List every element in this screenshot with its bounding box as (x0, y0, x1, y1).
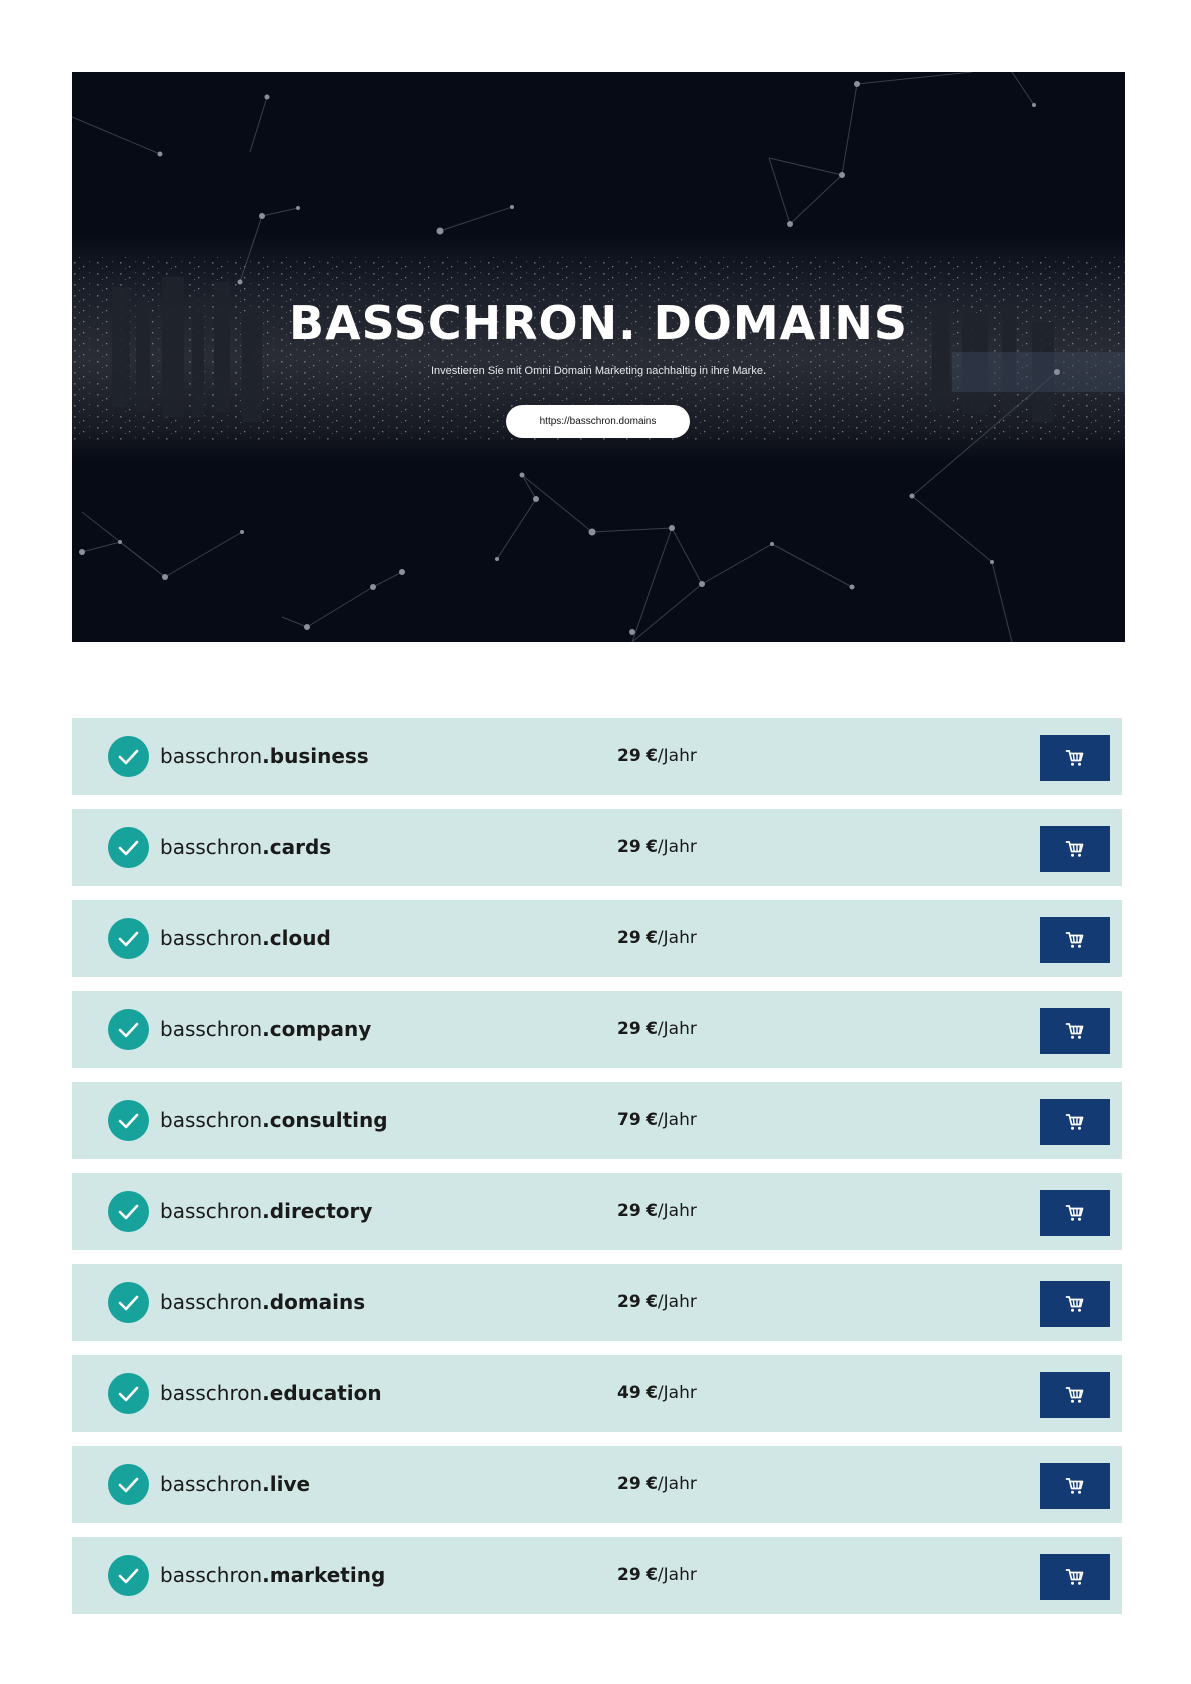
domain-row (72, 991, 1122, 1068)
price-period: /Jahr (657, 1201, 697, 1221)
domain-name (160, 809, 331, 886)
price (617, 1173, 697, 1250)
check-circle-icon (108, 1282, 149, 1323)
domain-row (72, 900, 1122, 977)
check-circle-icon (108, 1100, 149, 1141)
domain-name (160, 1173, 372, 1250)
price-currency: € (646, 1474, 658, 1494)
domain-tld: .live (262, 1472, 311, 1496)
add-to-cart-button[interactable] (1040, 1099, 1110, 1145)
domain-tld: .company (262, 1017, 372, 1041)
domain-tld: .cards (262, 835, 332, 859)
shopping-cart-icon (1065, 748, 1085, 768)
price-currency: € (646, 1110, 658, 1130)
add-to-cart-button[interactable] (1040, 1554, 1110, 1600)
domain-name (160, 1082, 388, 1159)
domain-tld: .domains (262, 1290, 366, 1314)
domain-prefix: basschron (160, 1472, 263, 1496)
check-circle-icon (108, 1555, 149, 1596)
price-amount: 49 (617, 1383, 641, 1403)
price-currency: € (646, 1383, 658, 1403)
domain-row (72, 809, 1122, 886)
shopping-cart-icon (1065, 1385, 1085, 1405)
price (617, 1082, 697, 1159)
price (617, 1264, 697, 1341)
domain-name (160, 1264, 365, 1341)
price-amount: 29 (617, 746, 641, 766)
domain-row (72, 1537, 1122, 1614)
check-circle-icon (108, 736, 149, 777)
domain-tld: .consulting (262, 1108, 388, 1132)
domain-name (160, 718, 369, 795)
domain-row (72, 1173, 1122, 1250)
price-currency: € (646, 1565, 658, 1585)
price-period: /Jahr (657, 1383, 697, 1403)
add-to-cart-button[interactable] (1040, 735, 1110, 781)
shopping-cart-icon (1065, 930, 1085, 950)
add-to-cart-button[interactable] (1040, 917, 1110, 963)
price (617, 1446, 697, 1523)
price-amount: 29 (617, 1019, 641, 1039)
price-period: /Jahr (657, 1110, 697, 1130)
price (617, 809, 697, 886)
domain-prefix: basschron (160, 1017, 263, 1041)
price-period: /Jahr (657, 928, 697, 948)
domain-name (160, 991, 371, 1068)
shopping-cart-icon (1065, 1567, 1085, 1587)
price-period: /Jahr (657, 1019, 697, 1039)
domain-tld: .directory (262, 1199, 373, 1223)
price-amount: 79 (617, 1110, 641, 1130)
price-amount: 29 (617, 1201, 641, 1221)
domain-list (72, 718, 1122, 1628)
domain-prefix: basschron (160, 926, 263, 950)
add-to-cart-button[interactable] (1040, 1190, 1110, 1236)
check-circle-icon (108, 1464, 149, 1505)
domain-prefix: basschron (160, 1381, 263, 1405)
price-period: /Jahr (657, 1292, 697, 1312)
price-period: /Jahr (657, 837, 697, 857)
shopping-cart-icon (1065, 1112, 1085, 1132)
price-amount: 29 (617, 928, 641, 948)
domain-tld: .education (262, 1381, 382, 1405)
add-to-cart-button[interactable] (1040, 826, 1110, 872)
check-circle-icon (108, 1373, 149, 1414)
price (617, 1355, 697, 1432)
domain-tld: .business (262, 744, 369, 768)
price-period: /Jahr (657, 1565, 697, 1585)
check-circle-icon (108, 918, 149, 959)
hero-title: BASSCHRON. DOMAINS (288, 296, 909, 350)
price-amount: 29 (617, 1565, 641, 1585)
domain-tld: .marketing (262, 1563, 386, 1587)
domain-prefix: basschron (160, 744, 263, 768)
price-currency: € (646, 1292, 658, 1312)
domain-prefix: basschron (160, 835, 263, 859)
check-circle-icon (108, 1009, 149, 1050)
domain-link-button[interactable]: https://basschron.domains (506, 405, 690, 438)
add-to-cart-button[interactable] (1040, 1281, 1110, 1327)
domain-row (72, 718, 1122, 795)
domain-prefix: basschron (160, 1290, 263, 1314)
add-to-cart-button[interactable] (1040, 1463, 1110, 1509)
shopping-cart-icon (1065, 1203, 1085, 1223)
domain-tld: .cloud (262, 926, 331, 950)
city-network-background (72, 72, 1125, 642)
domain-prefix: basschron (160, 1563, 263, 1587)
price-currency: € (646, 1201, 658, 1221)
domain-prefix: basschron (160, 1108, 263, 1132)
price-currency: € (646, 1019, 658, 1039)
domain-row (72, 1446, 1122, 1523)
price (617, 900, 697, 977)
price-period: /Jahr (657, 746, 697, 766)
check-circle-icon (108, 1191, 149, 1232)
domain-name (160, 1537, 385, 1614)
shopping-cart-icon (1065, 1476, 1085, 1496)
price-period: /Jahr (657, 1474, 697, 1494)
price-currency: € (646, 746, 658, 766)
domain-name (160, 1446, 310, 1523)
domain-row (72, 1082, 1122, 1159)
add-to-cart-button[interactable] (1040, 1008, 1110, 1054)
hero-subtitle: Investieren Sie mit Omni Domain Marketing nachhaltig in ihre Marke. (430, 365, 767, 377)
domain-name (160, 900, 331, 977)
price-currency: € (646, 837, 658, 857)
domain-name (160, 1355, 382, 1432)
domain-row (72, 1264, 1122, 1341)
price-amount: 29 (617, 837, 641, 857)
add-to-cart-button[interactable] (1040, 1372, 1110, 1418)
domain-row (72, 1355, 1122, 1432)
domain-prefix: basschron (160, 1199, 263, 1223)
shopping-cart-icon (1065, 1021, 1085, 1041)
check-circle-icon (108, 827, 149, 868)
price (617, 718, 697, 795)
shopping-cart-icon (1065, 1294, 1085, 1314)
price (617, 991, 697, 1068)
price-amount: 29 (617, 1474, 641, 1494)
price (617, 1537, 697, 1614)
shopping-cart-icon (1065, 839, 1085, 859)
price-amount: 29 (617, 1292, 641, 1312)
price-currency: € (646, 928, 658, 948)
hero-banner (72, 72, 1125, 642)
